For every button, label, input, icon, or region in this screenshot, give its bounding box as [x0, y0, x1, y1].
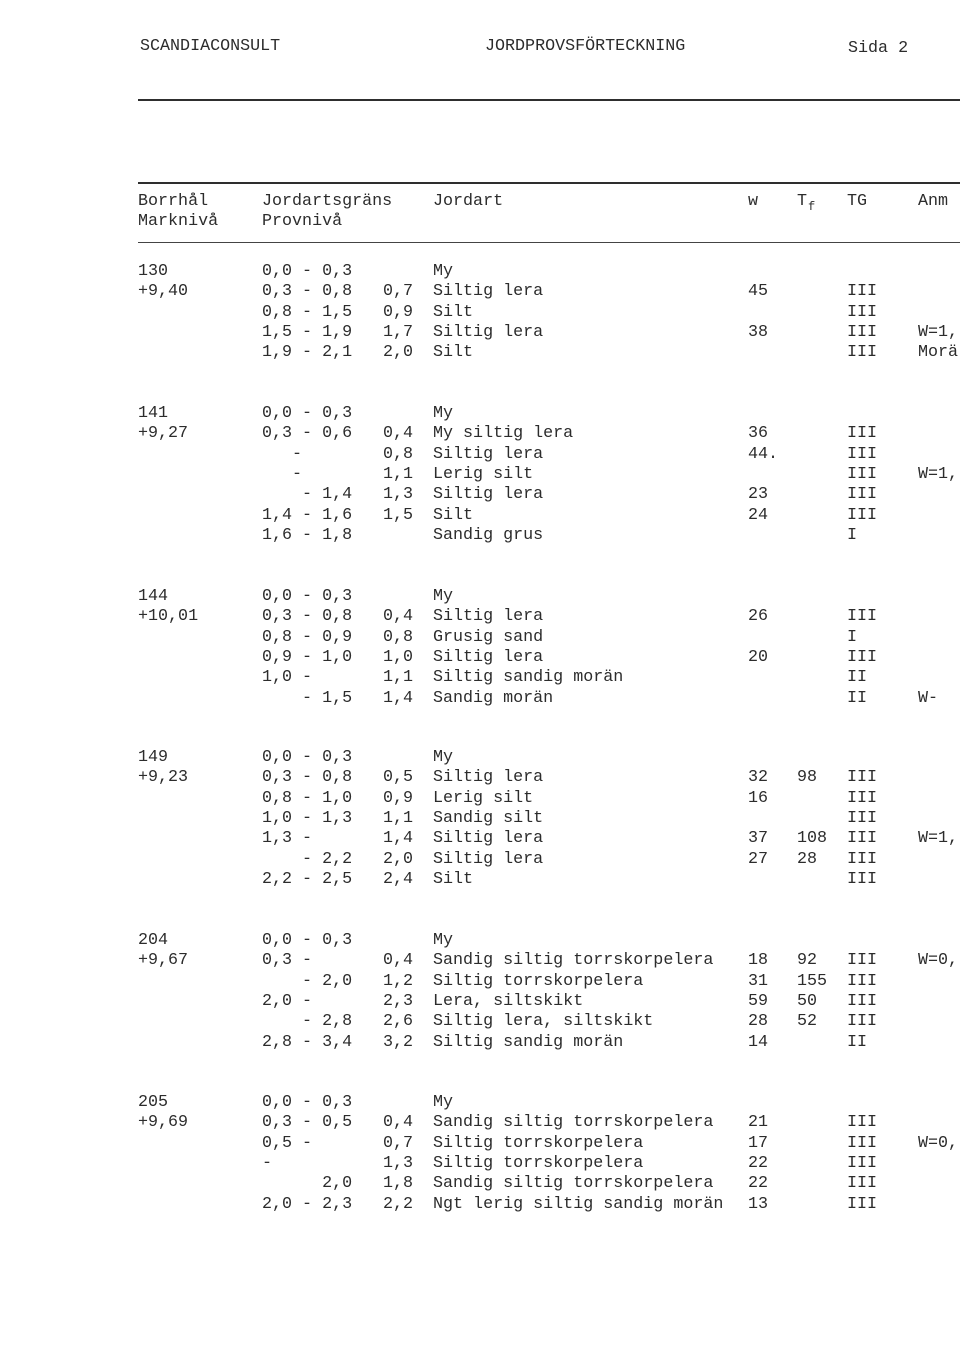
remark: W-: [918, 688, 939, 708]
table-row: [0, 1093, 960, 1113]
soil-type: Siltig torrskorpelera: [433, 1154, 644, 1174]
water-content: 59: [748, 992, 769, 1012]
water-content: 32: [748, 768, 769, 788]
water-content: 45: [748, 282, 769, 302]
depth-range: 0,8 - 1,0: [262, 788, 353, 808]
table-row: [0, 343, 960, 363]
tg-class: III: [847, 302, 878, 322]
depth-range: 1,3 -: [262, 829, 313, 849]
depth-range: 2,0: [262, 1174, 353, 1194]
water-content: 22: [748, 1154, 769, 1174]
tf-value: 98: [797, 768, 818, 788]
column-header-tf-subscript: f: [808, 200, 816, 214]
depth-range: 0,0 - 0,3: [262, 748, 353, 767]
soil-type: Siltig lera: [433, 444, 544, 464]
column-header-tg: TG: [847, 192, 868, 211]
borehole-id: 144: [138, 587, 169, 606]
table-row: [0, 648, 960, 668]
depth-range: 1,5 - 1,9: [262, 323, 353, 343]
tg-class: III: [847, 788, 878, 808]
depth-range: 0,0 - 0,3: [262, 931, 353, 950]
sample-level: 1,4: [383, 829, 414, 849]
sample-level: 2,3: [383, 992, 414, 1012]
depth-range: 0,3 - 0,6: [262, 424, 353, 444]
depth-range: 1,6 - 1,8: [262, 526, 353, 546]
depth-range: 2,0 - 2,3: [262, 1194, 353, 1214]
soil-type: Siltig sandig morän: [433, 668, 624, 688]
soil-type: Siltig lera: [433, 323, 544, 343]
tg-class: I: [847, 627, 858, 647]
water-content: 31: [748, 971, 769, 991]
water-content: 21: [748, 1113, 769, 1133]
water-content: 26: [748, 607, 769, 627]
soil-type: Sandig morän: [433, 688, 554, 708]
depth-range: -: [262, 1154, 273, 1174]
soil-type: Siltig lera: [433, 607, 544, 627]
soil-type: Silt: [433, 870, 474, 890]
table-row: [0, 689, 960, 709]
table-row: [0, 628, 960, 648]
soil-type: Siltig sandig morän: [433, 1032, 624, 1052]
tf-value: 108: [797, 829, 828, 849]
table-row: [0, 1134, 960, 1154]
table-row: [0, 809, 960, 829]
sample-level: 0,7: [383, 1133, 414, 1153]
depth-range: 2,2 - 2,5: [262, 870, 353, 890]
soil-type: Silt: [433, 343, 474, 363]
depth-range: 2,8 - 3,4: [262, 1032, 353, 1052]
water-content: 38: [748, 323, 769, 343]
tg-class: III: [847, 323, 878, 343]
table-row: [0, 748, 960, 768]
company-name: SCANDIACONSULT: [140, 37, 281, 56]
sample-level: 1,1: [383, 809, 414, 829]
tg-class: III: [847, 809, 878, 829]
table-row: [0, 445, 960, 465]
soil-type: Silt: [433, 505, 474, 525]
remark: W=1,: [918, 465, 959, 485]
table-row: [0, 485, 960, 505]
sample-level: 1,2: [383, 971, 414, 991]
sample-level: 1,3: [383, 1154, 414, 1174]
water-content: 36: [748, 424, 769, 444]
remark: W=0,: [918, 951, 959, 971]
water-content: 16: [748, 788, 769, 808]
soil-type: Sandig silt: [433, 809, 544, 829]
depth-range: 0,0 - 0,3: [262, 262, 353, 281]
water-content: 22: [748, 1174, 769, 1194]
sample-level: 2,0: [383, 343, 414, 363]
water-content: 13: [748, 1194, 769, 1214]
column-header-jordartsgrans: Jordartsgräns: [262, 192, 393, 211]
water-content: 28: [748, 1012, 769, 1032]
soil-type: My: [433, 748, 454, 767]
soil-type: Sandig siltig torrskorpelera: [433, 1113, 714, 1133]
table-row: [0, 1033, 960, 1053]
soil-type: My: [433, 404, 454, 423]
sample-level: 1,7: [383, 323, 414, 343]
tg-class: III: [847, 768, 878, 788]
table-row: [0, 789, 960, 809]
depth-range: 0,0 - 0,3: [262, 1093, 353, 1112]
soil-type: Sandig siltig torrskorpelera: [433, 951, 714, 971]
soil-type: My: [433, 1093, 454, 1112]
remark: Morä: [918, 343, 959, 363]
column-header-tf-main: T: [797, 192, 808, 211]
tg-class: III: [847, 829, 878, 849]
water-content: 23: [748, 485, 769, 505]
table-row: [0, 424, 960, 444]
tg-class: III: [847, 951, 878, 971]
sample-level: 0,4: [383, 607, 414, 627]
table-row: [0, 951, 960, 971]
depth-range: 0,3 - 0,8: [262, 768, 353, 788]
sample-level: 0,8: [383, 627, 414, 647]
sample-level: 0,9: [383, 302, 414, 322]
depth-range: 0,8 - 1,5: [262, 302, 353, 322]
soil-type: Grusig sand: [433, 627, 544, 647]
table-row: [0, 282, 960, 302]
table-row: [0, 506, 960, 526]
table-row: [0, 992, 960, 1012]
borehole-id: 205: [138, 1093, 169, 1112]
depth-range: 0,3 - 0,5: [262, 1113, 353, 1133]
sample-level: 3,2: [383, 1032, 414, 1052]
soil-type: Siltig lera: [433, 485, 544, 505]
tg-class: III: [847, 444, 878, 464]
sample-level: 0,4: [383, 424, 414, 444]
table-row: [0, 323, 960, 343]
sample-level: 0,4: [383, 951, 414, 971]
tf-value: 92: [797, 951, 818, 971]
soil-type: My: [433, 587, 454, 606]
sample-level: 1,5: [383, 505, 414, 525]
depth-range: 0,0 - 0,3: [262, 587, 353, 606]
soil-type: Siltig lera: [433, 829, 544, 849]
table-row: [0, 1113, 960, 1133]
tf-value: 155: [797, 971, 828, 991]
water-content: 14: [748, 1032, 769, 1052]
table-row: [0, 668, 960, 688]
tg-class: III: [847, 485, 878, 505]
depth-range: 0,0 - 0,3: [262, 404, 353, 423]
tg-class: III: [847, 992, 878, 1012]
sample-level: 1,3: [383, 485, 414, 505]
tg-class: II: [847, 688, 868, 708]
sample-level: 2,2: [383, 1194, 414, 1214]
water-content: 20: [748, 648, 769, 668]
sample-level: 0,5: [383, 768, 414, 788]
page-number: Sida 2: [848, 39, 909, 58]
table-row: [0, 850, 960, 870]
ground-level: +9,40: [138, 282, 189, 302]
table-row: [0, 1195, 960, 1215]
soil-type: Siltig lera: [433, 282, 544, 302]
tg-class: II: [847, 668, 868, 688]
tg-class: III: [847, 1194, 878, 1214]
depth-range: 0,3 -: [262, 951, 313, 971]
table-row: [0, 303, 960, 323]
table-row: [0, 404, 960, 424]
sample-level: 1,1: [383, 465, 414, 485]
water-content: 24: [748, 505, 769, 525]
soil-type: Silt: [433, 302, 474, 322]
soil-type: Sandig siltig torrskorpelera: [433, 1174, 714, 1194]
tf-value: 28: [797, 849, 818, 869]
depth-range: - 2,8: [262, 1012, 353, 1032]
sample-level: 1,4: [383, 688, 414, 708]
table-row: [0, 262, 960, 282]
water-content: 18: [748, 951, 769, 971]
tg-class: III: [847, 1012, 878, 1032]
sample-level: 0,4: [383, 1113, 414, 1133]
table-row: [0, 607, 960, 627]
document-title: JORDPROVSFÖRTECKNING: [485, 37, 686, 56]
sample-level: 0,8: [383, 444, 414, 464]
tg-class: III: [847, 424, 878, 444]
table-row: [0, 1174, 960, 1194]
depth-range: 1,0 -: [262, 668, 313, 688]
sample-level: 1,8: [383, 1174, 414, 1194]
ground-level: +9,67: [138, 951, 189, 971]
ground-level: +9,23: [138, 768, 189, 788]
table-row: [0, 1012, 960, 1032]
tg-class: III: [847, 1154, 878, 1174]
soil-type: Siltig lera: [433, 849, 544, 869]
soil-type: Siltig torrskorpelera: [433, 1133, 644, 1153]
tg-class: III: [847, 1113, 878, 1133]
soil-type: Siltig lera: [433, 648, 544, 668]
sample-level: 2,6: [383, 1012, 414, 1032]
soil-type: Siltig lera: [433, 768, 544, 788]
tg-class: I: [847, 526, 858, 546]
remark: W=1,: [918, 323, 959, 343]
table-row: [0, 465, 960, 485]
borehole-id: 204: [138, 931, 169, 950]
sample-level: 1,1: [383, 668, 414, 688]
depth-range: 1,0 - 1,3: [262, 809, 353, 829]
tg-class: III: [847, 648, 878, 668]
sample-level: 1,0: [383, 648, 414, 668]
remark: W=0,: [918, 1133, 959, 1153]
ground-level: +9,69: [138, 1113, 189, 1133]
sample-level: 2,0: [383, 849, 414, 869]
tg-class: III: [847, 505, 878, 525]
depth-range: -: [262, 465, 303, 485]
depth-range: 2,0 -: [262, 992, 313, 1012]
depth-range: -: [262, 444, 303, 464]
depth-range: 0,3 - 0,8: [262, 282, 353, 302]
soil-type: Lerig silt: [433, 465, 534, 485]
soil-type: Siltig torrskorpelera: [433, 971, 644, 991]
depth-range: - 1,4: [262, 485, 353, 505]
column-header-markniva: Marknivå: [138, 212, 219, 231]
table-row: [0, 768, 960, 788]
remark: W=1,: [918, 829, 959, 849]
depth-range: 0,8 - 0,9: [262, 627, 353, 647]
depth-range: - 2,2: [262, 849, 353, 869]
soil-type: My: [433, 931, 454, 950]
tg-class: III: [847, 971, 878, 991]
soil-type: Lerig silt: [433, 788, 534, 808]
depth-range: 0,9 - 1,0: [262, 648, 353, 668]
tg-class: III: [847, 870, 878, 890]
column-header-provniva: Provnivå: [262, 212, 343, 231]
tg-class: III: [847, 607, 878, 627]
tf-value: 52: [797, 1012, 818, 1032]
soil-type: Siltig lera, siltskikt: [433, 1012, 654, 1032]
water-content: 17: [748, 1133, 769, 1153]
soil-type: Ngt lerig siltig sandig morän: [433, 1194, 724, 1214]
ground-level: +10,01: [138, 607, 199, 627]
depth-range: 1,4 - 1,6: [262, 505, 353, 525]
sample-level: 0,7: [383, 282, 414, 302]
tg-class: III: [847, 465, 878, 485]
table-row: [0, 931, 960, 951]
soil-type: Sandig grus: [433, 526, 544, 546]
ground-level: +9,27: [138, 424, 189, 444]
soil-type: Lera, siltskikt: [433, 992, 584, 1012]
sample-level: 0,9: [383, 788, 414, 808]
table-row: [0, 587, 960, 607]
borehole-id: 141: [138, 404, 169, 423]
soil-type: My siltig lera: [433, 424, 574, 444]
depth-range: - 2,0: [262, 971, 353, 991]
water-content: 37: [748, 829, 769, 849]
tg-class: II: [847, 1032, 868, 1052]
depth-range: 0,5 -: [262, 1133, 313, 1153]
borehole-id: 149: [138, 748, 169, 767]
water-content: 44.: [748, 444, 779, 464]
borehole-id: 130: [138, 262, 169, 281]
column-header-jordart: Jordart: [433, 192, 504, 211]
table-row: [0, 972, 960, 992]
sample-level: 2,4: [383, 870, 414, 890]
depth-range: 1,9 - 2,1: [262, 343, 353, 363]
table-row: [0, 870, 960, 890]
table-row: [0, 526, 960, 546]
table-row: [0, 1154, 960, 1174]
column-header-anm: Anm: [918, 192, 949, 211]
tg-class: III: [847, 849, 878, 869]
tg-class: III: [847, 1174, 878, 1194]
depth-range: - 1,5: [262, 688, 353, 708]
tg-class: III: [847, 282, 878, 302]
depth-range: 0,3 - 0,8: [262, 607, 353, 627]
column-header-borrhal: Borrhål: [138, 192, 209, 211]
soil-type: My: [433, 262, 454, 281]
water-content: 27: [748, 849, 769, 869]
table-row: [0, 829, 960, 849]
tf-value: 50: [797, 992, 818, 1012]
column-header-w: w: [748, 192, 759, 211]
tg-class: III: [847, 343, 878, 363]
tg-class: III: [847, 1133, 878, 1153]
